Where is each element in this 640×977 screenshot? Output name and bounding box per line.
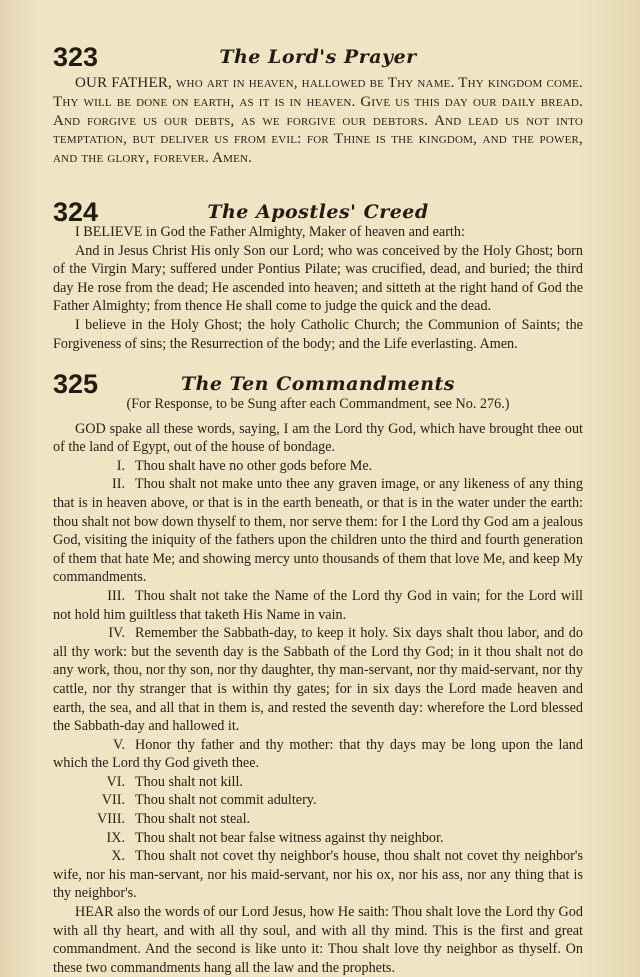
creed-paragraph: I BELIEVE in God the Father Almighty, Maker of heaven and earth: <box>75 224 465 240</box>
commandment-6: VI. Thou shalt not kill. <box>53 773 583 792</box>
section-lords-prayer <box>53 40 583 168</box>
commandment-numeral: VI. <box>106 773 125 790</box>
commandment-numeral: VIII. <box>97 811 125 828</box>
section-number: 325 <box>53 369 99 399</box>
commandment-numeral: X. <box>111 848 125 865</box>
section-heading <box>53 195 583 229</box>
commandment-numeral: IV. <box>108 625 125 642</box>
commandment-3: III. Thou shalt not take the Name of the Lord thy God in vain; for the Lord will not hold him guiltless that taketh His Name in vain. <box>53 587 583 623</box>
prayer-text: OUR FATHER, who art in heaven, hallowed be Thy name. Thy kingdom come. Thy will be done on earth, as it is in heaven. Give us this day our daily bread. And forgive us our debts, as we forgive our debtors. And lead us not into temptation, but deliver us from evil: for Thine is the kingdom, and the power, and the glory, forever. Amen. <box>53 75 583 167</box>
section-heading <box>53 367 583 401</box>
section-heading <box>53 40 583 74</box>
section-apostles-creed <box>53 195 583 353</box>
commandment-7: VII. Thou shalt not commit adultery. <box>53 791 583 810</box>
section-title: The Ten Commandments <box>180 373 456 395</box>
commandment-10: X. Thou shalt not covet thy neighbor's house, thou shalt not covet thy neighbor's wife, nor his man-servant, nor his maid-servant, nor his ox, nor his ass, nor any thing that is thy neighbor's. <box>53 848 583 902</box>
section-ten-commandments <box>53 367 583 977</box>
closing-paragraph: HEAR also the words of our Lord Jesus, how He saith: Thou shalt love the Lord thy God with all thy heart, and with all thy soul, and with all thy mind. This is the first and great commandment. And the second is like unto it: Thou shalt love thy neighbor as thyself. On these two commandments hang all the law and the prophets. <box>53 904 583 976</box>
commandment-5: V. Honor thy father and thy mother: that thy days may be long upon the land which the Lord thy God giveth thee. <box>53 736 583 772</box>
response-note: (For Response, to be Sung after each Commandment, see No. 276.) <box>126 396 510 412</box>
creed-paragraph: And in Jesus Christ His only Son our Lord; who was conceived by the Holy Ghost; born of the Virgin Mary; suffered under Pontius Pilate; was crucified, dead, and buried; the third day He rose from the dead; He ascended into heaven; and sitteth at the right hand of God the Father Almighty; from thence He shall come to judge the quick and the dead. <box>53 242 583 315</box>
commandment-2: II. Thou shalt not make unto thee any graven image, or any likeness of any thing that is in heaven above, or that is in the earth beneath, or that is in the water under the earth: thou shalt not bow down thyself to them, nor serve them: for I the Lord thy God am a jealous God, visiting the iniquity of the fathers upon the children unto the third and fourth generation of them that hate Me; and showing mercy unto thousands of them that love Me, and keep My commandments. <box>53 476 583 586</box>
section-title: The Apostles' Creed <box>207 201 429 223</box>
section-number: 324 <box>53 197 99 227</box>
commandment-4: IV. Remember the Sabbath-day, to keep it holy. Six days shalt thou labor, and do all thy work: but the seventh day is the Sabbath of the Lord thy God; in it thou shalt not do any work, thou, nor thy son, nor thy daughter, thy man-servant, nor thy maid-servant, nor thy cattle, nor thy stranger that is within thy gates; for in six days the Lord made heaven and earth, the sea, and all that in them is, and rested the seventh day: wherefore the Lord blessed the Sabbath-day and hallowed it. <box>53 625 583 735</box>
section-number: 323 <box>53 42 99 72</box>
commandment-9: IX. Thou shalt not bear false witness against thy neighbor. <box>53 829 583 848</box>
commandment-numeral: IX. <box>106 829 125 846</box>
commandment-numeral: I. <box>116 457 125 474</box>
creed-paragraph: I believe in the Holy Ghost; the holy Catholic Church; the Communion of Saints; the Forgiveness of sins; the Resurrection of the body; and the Life everlasting. Amen. <box>53 316 583 352</box>
commandment-numeral: III. <box>107 587 125 604</box>
commandments-intro: GOD spake all these words, saying, I am the Lord thy God, which have brought thee out of the land of Egypt, out of the house of bondage. <box>53 420 583 456</box>
commandment-1: I. Thou shalt have no other gods before Me. <box>53 457 583 476</box>
commandment-8: VIII. Thou shalt not steal. <box>53 810 583 829</box>
commandment-numeral: VII. <box>101 792 125 809</box>
commandment-numeral: V. <box>113 736 125 753</box>
section-title: The Lord's Prayer <box>219 46 417 68</box>
commandment-numeral: II. <box>112 476 125 493</box>
